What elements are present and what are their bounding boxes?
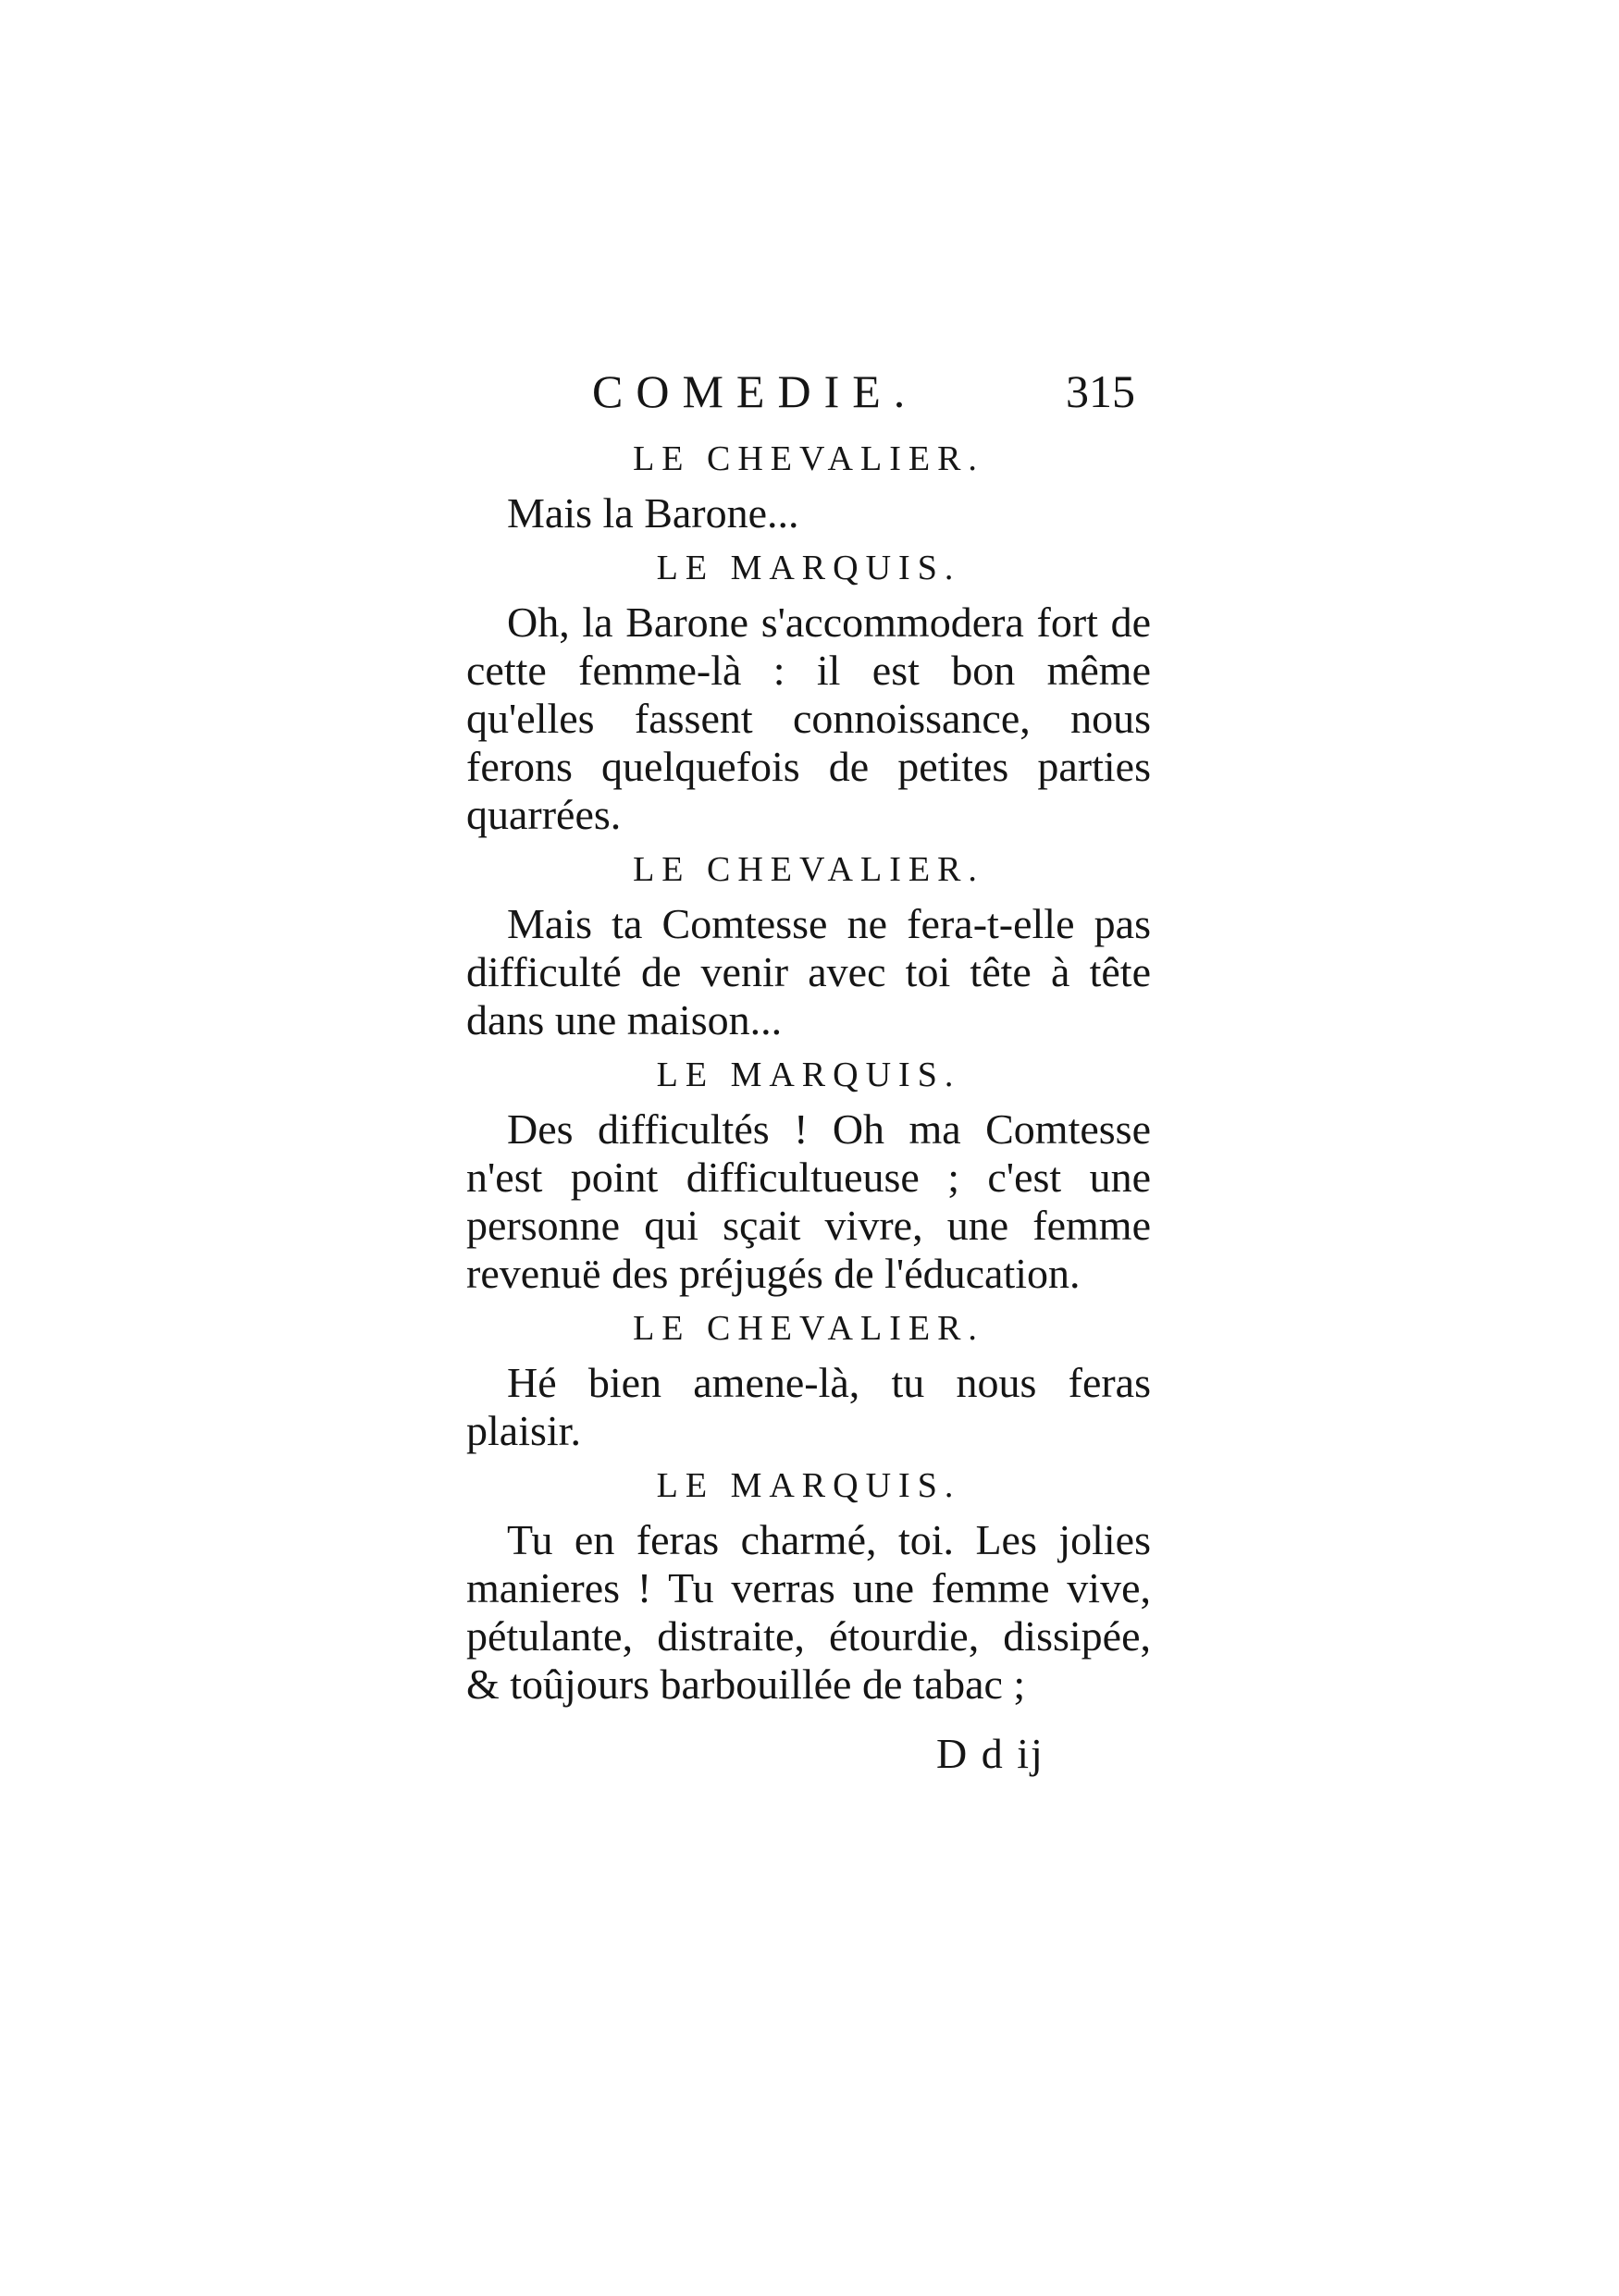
- speaker-name: LE CHEVALIER.: [633, 1309, 984, 1348]
- speech-text: Tu en feras charmé, toi. Les jolies manieres ! Tu verras une femme vive, pétulante, distraite, étourdie, dissipée, & toûjours barbouillée de tabac ;: [466, 1516, 1151, 1708]
- speaker-name: LE CHEVALIER.: [633, 439, 984, 478]
- running-title: COMEDIE.: [592, 365, 919, 417]
- speaker-name: LE MARQUIS.: [656, 549, 961, 587]
- page-header: [592, 359, 1147, 424]
- speaker-name: LE CHEVALIER.: [633, 850, 984, 889]
- speech-text: Mais la Barone...: [507, 489, 799, 537]
- speech-text: Hé bien amene-là, tu nous feras plaisir.: [466, 1359, 1151, 1454]
- speech-text: Mais ta Comtesse ne fera-t-elle pas difficulté de venir avec toi tête à tête dans une maison...: [466, 900, 1151, 1043]
- speech-text: Des difficultés ! Oh ma Comtesse n'est point difficultueuse ; c'est une personne qui sçait vivre, une femme revenuë des préjugés de l'éducation.: [466, 1105, 1151, 1297]
- speaker-name: LE MARQUIS.: [656, 1055, 961, 1094]
- page-number: 315: [1066, 365, 1135, 417]
- dialogue-text: [466, 430, 1151, 1716]
- speaker-name: LE MARQUIS.: [656, 1466, 961, 1505]
- speech-text: Oh, la Barone s'accommodera fort de cette femme-là : il est bon même qu'elles fassent connoissance, nous ferons quelquefois de petites parties quarrées.: [466, 599, 1151, 838]
- signature-mark: D d ij: [936, 1730, 1044, 1777]
